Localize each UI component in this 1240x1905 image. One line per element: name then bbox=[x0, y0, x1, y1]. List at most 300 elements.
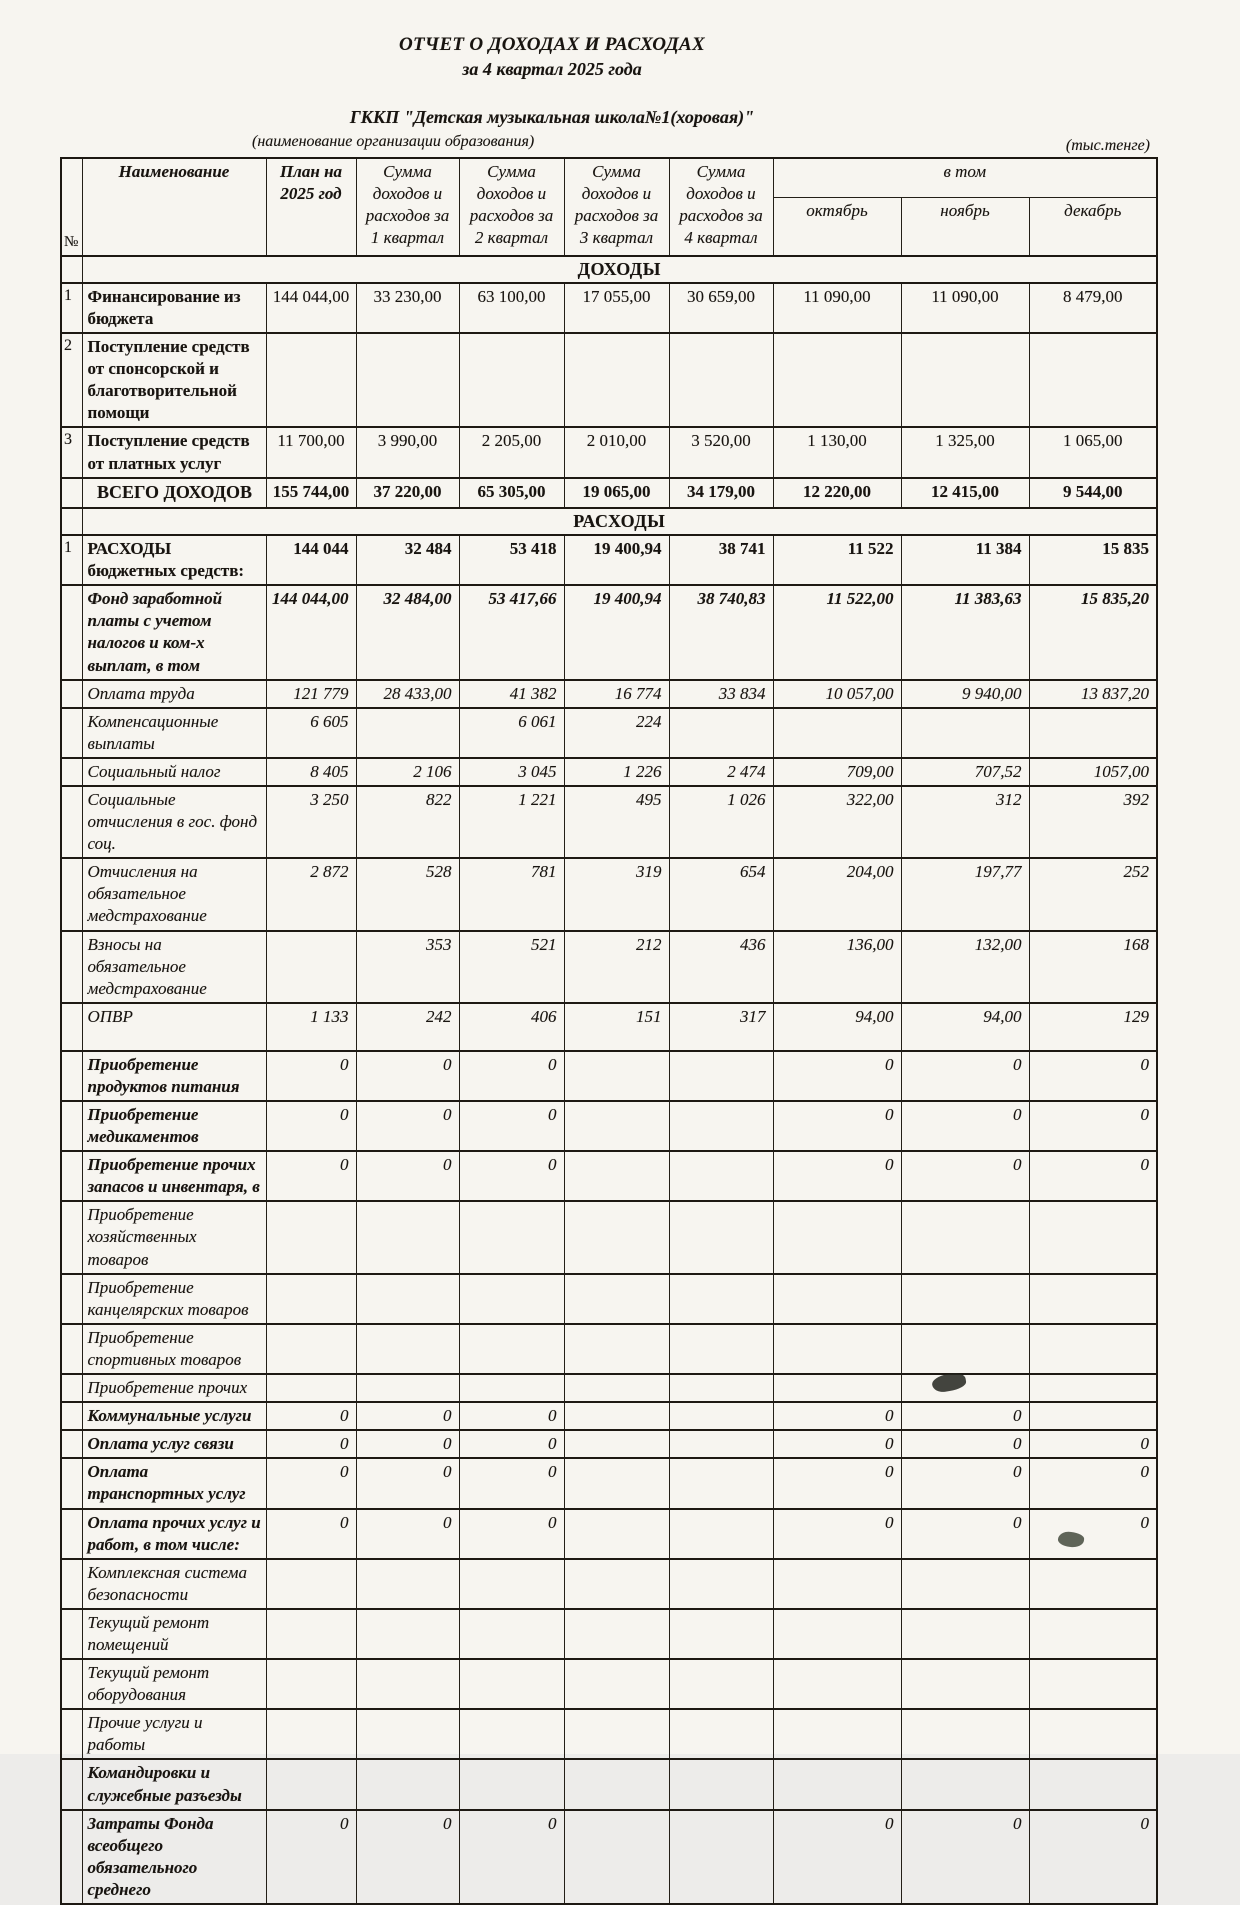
value-cell bbox=[669, 1430, 773, 1458]
row-number-cell bbox=[61, 858, 82, 930]
table-row bbox=[61, 1430, 1157, 1458]
value-cell: 15 835 bbox=[1029, 535, 1157, 585]
value-cell bbox=[901, 1201, 1029, 1273]
value-cell bbox=[1029, 1609, 1157, 1659]
value-cell bbox=[901, 1274, 1029, 1324]
value-cell: 0 bbox=[356, 1430, 459, 1458]
value-cell: 0 bbox=[1029, 1810, 1157, 1904]
row-number-cell bbox=[61, 786, 82, 858]
value-cell: 12 415,00 bbox=[901, 478, 1029, 508]
row-number-cell bbox=[61, 1151, 82, 1201]
value-cell: 144 044,00 bbox=[266, 585, 356, 679]
value-cell: 1 130,00 bbox=[773, 427, 901, 477]
value-cell bbox=[564, 333, 669, 427]
row-label-cell: Взносы на обязательное медстрахование bbox=[82, 931, 266, 1003]
value-cell: 11 383,63 bbox=[901, 585, 1029, 679]
value-cell: 0 bbox=[773, 1402, 901, 1430]
value-cell: 204,00 bbox=[773, 858, 901, 930]
value-cell bbox=[459, 1609, 564, 1659]
table-row bbox=[61, 1458, 1157, 1508]
value-cell bbox=[669, 708, 773, 758]
value-cell: 33 230,00 bbox=[356, 283, 459, 333]
value-cell bbox=[356, 1709, 459, 1759]
value-cell: 3 250 bbox=[266, 786, 356, 858]
value-cell bbox=[773, 333, 901, 427]
value-cell: 2 474 bbox=[669, 758, 773, 786]
value-cell: 32 484 bbox=[356, 535, 459, 585]
value-cell: 19 400,94 bbox=[564, 585, 669, 679]
value-cell: 94,00 bbox=[901, 1003, 1029, 1051]
value-cell: 1 065,00 bbox=[1029, 427, 1157, 477]
value-cell: 436 bbox=[669, 931, 773, 1003]
value-cell bbox=[1029, 1374, 1157, 1402]
value-cell bbox=[266, 1559, 356, 1609]
value-cell: 0 bbox=[773, 1051, 901, 1101]
row-label-cell: Поступление средств от спонсорской и благотворительной помощи bbox=[82, 333, 266, 427]
table-row bbox=[61, 858, 1157, 930]
value-cell: 1 325,00 bbox=[901, 427, 1029, 477]
value-cell bbox=[669, 1559, 773, 1609]
col-header-october: октябрь bbox=[773, 198, 901, 256]
value-cell: 317 bbox=[669, 1003, 773, 1051]
col-header-december: декабрь bbox=[1029, 198, 1157, 256]
value-cell: 252 bbox=[1029, 858, 1157, 930]
table-header bbox=[61, 158, 1157, 256]
row-number-cell bbox=[61, 1051, 82, 1101]
value-cell: 11 700,00 bbox=[266, 427, 356, 477]
value-cell: 1057,00 bbox=[1029, 758, 1157, 786]
value-cell bbox=[901, 708, 1029, 758]
value-cell: 0 bbox=[266, 1509, 356, 1559]
value-cell: 168 bbox=[1029, 931, 1157, 1003]
value-cell: 0 bbox=[356, 1151, 459, 1201]
row-number-cell bbox=[61, 1402, 82, 1430]
table-row bbox=[61, 1151, 1157, 1201]
value-cell: 0 bbox=[356, 1810, 459, 1904]
row-number-cell: 3 bbox=[61, 427, 82, 477]
value-cell: 38 740,83 bbox=[669, 585, 773, 679]
table-row bbox=[61, 1101, 1157, 1151]
col-header-november: ноябрь bbox=[901, 198, 1029, 256]
value-cell bbox=[669, 1659, 773, 1709]
value-cell: 0 bbox=[459, 1151, 564, 1201]
value-cell bbox=[901, 1759, 1029, 1809]
value-cell: 0 bbox=[266, 1051, 356, 1101]
value-cell bbox=[266, 1201, 356, 1273]
value-cell: 0 bbox=[266, 1458, 356, 1508]
value-cell bbox=[356, 1759, 459, 1809]
value-cell: 0 bbox=[773, 1101, 901, 1151]
value-cell: 0 bbox=[356, 1458, 459, 1508]
value-cell bbox=[459, 1324, 564, 1374]
col-header-name: Наименование bbox=[82, 158, 266, 256]
value-cell bbox=[901, 333, 1029, 427]
value-cell: 3 045 bbox=[459, 758, 564, 786]
value-cell bbox=[266, 1274, 356, 1324]
col-header-group-months: в том bbox=[773, 158, 1157, 198]
value-cell: 33 834 bbox=[669, 680, 773, 708]
value-cell bbox=[1029, 1402, 1157, 1430]
row-label-cell: Коммунальные услуги bbox=[82, 1402, 266, 1430]
value-cell: 3 990,00 bbox=[356, 427, 459, 477]
report-title: ОТЧЕТ О ДОХОДАХ И РАСХОДАХ bbox=[399, 34, 705, 55]
value-cell: 212 bbox=[564, 931, 669, 1003]
value-cell: 0 bbox=[266, 1430, 356, 1458]
value-cell: 0 bbox=[459, 1810, 564, 1904]
value-cell: 0 bbox=[459, 1509, 564, 1559]
value-cell bbox=[266, 1609, 356, 1659]
value-cell: 242 bbox=[356, 1003, 459, 1051]
value-cell: 0 bbox=[1029, 1101, 1157, 1151]
value-cell bbox=[669, 1051, 773, 1101]
value-cell: 129 bbox=[1029, 1003, 1157, 1051]
row-number-cell bbox=[61, 1324, 82, 1374]
value-cell bbox=[669, 1810, 773, 1904]
value-cell: 654 bbox=[669, 858, 773, 930]
value-cell bbox=[356, 1659, 459, 1709]
value-cell bbox=[669, 1609, 773, 1659]
value-cell: 0 bbox=[901, 1810, 1029, 1904]
value-cell: 8 479,00 bbox=[1029, 283, 1157, 333]
table-row bbox=[61, 1810, 1157, 1904]
value-cell bbox=[1029, 1759, 1157, 1809]
value-cell bbox=[564, 1609, 669, 1659]
income-expense-table bbox=[60, 157, 1158, 1905]
value-cell: 11 522,00 bbox=[773, 585, 901, 679]
value-cell: 2 205,00 bbox=[459, 427, 564, 477]
col-header-q1: Сумма доходов и расходов за 1 квартал bbox=[356, 158, 459, 256]
value-cell: 0 bbox=[459, 1051, 564, 1101]
col-header-q3: Сумма доходов и расходов за 3 квартал bbox=[564, 158, 669, 256]
table-row bbox=[61, 1201, 1157, 1273]
value-cell bbox=[356, 333, 459, 427]
row-label-cell: Финансирование из бюджета bbox=[82, 283, 266, 333]
row-label-cell: Оплата труда bbox=[82, 680, 266, 708]
row-label-cell: Текущий ремонт оборудования bbox=[82, 1659, 266, 1709]
value-cell: 0 bbox=[773, 1151, 901, 1201]
value-cell: 528 bbox=[356, 858, 459, 930]
value-cell bbox=[669, 1709, 773, 1759]
table-row bbox=[61, 1559, 1157, 1609]
value-cell: 1 026 bbox=[669, 786, 773, 858]
row-label-cell: Приобретение спортивных товаров bbox=[82, 1324, 266, 1374]
value-cell bbox=[266, 1709, 356, 1759]
subheader-line bbox=[0, 133, 1240, 157]
value-cell bbox=[459, 1559, 564, 1609]
row-label-cell: Затраты Фонда всеобщего обязательного среднего bbox=[82, 1810, 266, 1904]
row-label-cell: Фонд заработной платы с учетом налогов и ком-х выплат, в том bbox=[82, 585, 266, 679]
value-cell: 707,52 bbox=[901, 758, 1029, 786]
value-cell: 16 774 bbox=[564, 680, 669, 708]
row-number-cell: 1 bbox=[61, 535, 82, 585]
value-cell: 132,00 bbox=[901, 931, 1029, 1003]
value-cell bbox=[564, 1458, 669, 1508]
value-cell bbox=[564, 1402, 669, 1430]
col-header-q2: Сумма доходов и расходов за 2 квартал bbox=[459, 158, 564, 256]
row-number-cell bbox=[61, 1374, 82, 1402]
row-number-cell bbox=[61, 680, 82, 708]
value-cell: 6 061 bbox=[459, 708, 564, 758]
row-label-cell: Приобретение продуктов питания bbox=[82, 1051, 266, 1101]
table-row bbox=[61, 931, 1157, 1003]
value-cell bbox=[1029, 1201, 1157, 1273]
table-row bbox=[61, 1402, 1157, 1430]
value-cell: 1 226 bbox=[564, 758, 669, 786]
organization-caption: (наименование организации образования) bbox=[252, 133, 535, 150]
value-cell: 709,00 bbox=[773, 758, 901, 786]
value-cell: 19 065,00 bbox=[564, 478, 669, 508]
value-cell bbox=[356, 708, 459, 758]
row-label-cell: Приобретение хозяйственных товаров bbox=[82, 1201, 266, 1273]
value-cell: 0 bbox=[773, 1458, 901, 1508]
value-cell: 12 220,00 bbox=[773, 478, 901, 508]
value-cell bbox=[901, 1559, 1029, 1609]
value-cell: 28 433,00 bbox=[356, 680, 459, 708]
row-number-cell bbox=[61, 1659, 82, 1709]
value-cell bbox=[669, 1458, 773, 1508]
value-cell bbox=[773, 1324, 901, 1374]
value-cell: 136,00 bbox=[773, 931, 901, 1003]
row-label-cell: Оплата прочих услуг и работ, в том числе: bbox=[82, 1509, 266, 1559]
row-number-cell bbox=[61, 1003, 82, 1051]
value-cell: 37 220,00 bbox=[356, 478, 459, 508]
value-cell: 0 bbox=[1029, 1151, 1157, 1201]
value-cell bbox=[773, 708, 901, 758]
table-row bbox=[61, 680, 1157, 708]
value-cell: 13 837,20 bbox=[1029, 680, 1157, 708]
col-header-q4: Сумма доходов и расходов за 4 квартал bbox=[669, 158, 773, 256]
value-cell: 0 bbox=[901, 1051, 1029, 1101]
value-cell bbox=[459, 1274, 564, 1324]
table-row bbox=[61, 758, 1157, 786]
table-row bbox=[61, 1709, 1157, 1759]
value-cell bbox=[1029, 1559, 1157, 1609]
value-cell: 822 bbox=[356, 786, 459, 858]
value-cell bbox=[901, 1659, 1029, 1709]
row-label-cell: Текущий ремонт помещений bbox=[82, 1609, 266, 1659]
table-row bbox=[61, 478, 1157, 508]
section-row bbox=[61, 508, 1157, 535]
value-cell bbox=[266, 1759, 356, 1809]
value-cell: 0 bbox=[459, 1430, 564, 1458]
row-number-cell bbox=[61, 478, 82, 508]
value-cell bbox=[564, 1151, 669, 1201]
table-row bbox=[61, 1374, 1157, 1402]
value-cell bbox=[773, 1559, 901, 1609]
value-cell: 0 bbox=[459, 1101, 564, 1151]
value-cell bbox=[564, 1201, 669, 1273]
value-cell bbox=[564, 1559, 669, 1609]
value-cell: 0 bbox=[459, 1458, 564, 1508]
value-cell bbox=[773, 1374, 901, 1402]
row-number-cell bbox=[61, 1759, 82, 1809]
value-cell bbox=[669, 1201, 773, 1273]
value-cell bbox=[901, 1709, 1029, 1759]
value-cell: 11 090,00 bbox=[773, 283, 901, 333]
value-cell: 11 090,00 bbox=[901, 283, 1029, 333]
value-cell bbox=[669, 1101, 773, 1151]
organization-name: ГККП "Детская музыкальная школа№1(хоровая)" bbox=[349, 107, 755, 127]
row-number-cell bbox=[61, 931, 82, 1003]
value-cell: 0 bbox=[459, 1402, 564, 1430]
value-cell bbox=[1029, 708, 1157, 758]
value-cell: 17 055,00 bbox=[564, 283, 669, 333]
row-number-cell bbox=[61, 1559, 82, 1609]
value-cell: 6 605 bbox=[266, 708, 356, 758]
value-cell: 0 bbox=[1029, 1509, 1157, 1559]
value-cell: 1 133 bbox=[266, 1003, 356, 1051]
value-cell bbox=[564, 1709, 669, 1759]
value-cell: 8 405 bbox=[266, 758, 356, 786]
row-label-cell: Прочие услуги и работы bbox=[82, 1709, 266, 1759]
value-cell: 10 057,00 bbox=[773, 680, 901, 708]
value-cell: 0 bbox=[266, 1402, 356, 1430]
value-cell: 30 659,00 bbox=[669, 283, 773, 333]
value-cell bbox=[564, 1274, 669, 1324]
row-label-cell: Компенсационные выплаты bbox=[82, 708, 266, 758]
value-cell bbox=[266, 333, 356, 427]
value-cell: 2 010,00 bbox=[564, 427, 669, 477]
value-cell: 0 bbox=[901, 1509, 1029, 1559]
table-row bbox=[61, 1051, 1157, 1101]
value-cell bbox=[564, 1430, 669, 1458]
row-label-cell: ВСЕГО ДОХОДОВ bbox=[82, 478, 266, 508]
value-cell: 3 520,00 bbox=[669, 427, 773, 477]
value-cell: 65 305,00 bbox=[459, 478, 564, 508]
value-cell bbox=[669, 1759, 773, 1809]
row-label-cell: Приобретение медикаментов bbox=[82, 1101, 266, 1151]
value-cell: 144 044,00 bbox=[266, 283, 356, 333]
value-cell: 34 179,00 bbox=[669, 478, 773, 508]
table-row bbox=[61, 708, 1157, 758]
value-cell: 94,00 bbox=[773, 1003, 901, 1051]
value-cell bbox=[901, 1324, 1029, 1374]
row-label-cell: Оплата транспортных услуг bbox=[82, 1458, 266, 1508]
value-cell: 121 779 bbox=[266, 680, 356, 708]
row-number-cell bbox=[61, 1609, 82, 1659]
row-label-cell: Социальные отчисления в гос. фонд соц. bbox=[82, 786, 266, 858]
row-number-cell: 2 bbox=[61, 333, 82, 427]
section-row bbox=[61, 256, 1157, 283]
row-number-cell bbox=[61, 758, 82, 786]
row-label-cell: РАСХОДЫ бюджетных средств: bbox=[82, 535, 266, 585]
value-cell: 406 bbox=[459, 1003, 564, 1051]
row-label-cell: Поступление средств от платных услуг bbox=[82, 427, 266, 477]
value-cell: 2 872 bbox=[266, 858, 356, 930]
value-cell: 9 544,00 bbox=[1029, 478, 1157, 508]
value-cell bbox=[459, 1709, 564, 1759]
value-cell bbox=[564, 1051, 669, 1101]
value-cell bbox=[564, 1659, 669, 1709]
value-cell: 0 bbox=[1029, 1051, 1157, 1101]
value-cell: 0 bbox=[901, 1458, 1029, 1508]
value-cell: 15 835,20 bbox=[1029, 585, 1157, 679]
units-note: (тыс.тенге) bbox=[1065, 137, 1150, 154]
value-cell: 0 bbox=[1029, 1458, 1157, 1508]
value-cell: 11 384 bbox=[901, 535, 1029, 585]
value-cell: 781 bbox=[459, 858, 564, 930]
col-header-number: № bbox=[61, 158, 82, 256]
table-row bbox=[61, 1759, 1157, 1809]
row-number-cell bbox=[61, 1709, 82, 1759]
value-cell: 63 100,00 bbox=[459, 283, 564, 333]
value-cell: 197,77 bbox=[901, 858, 1029, 930]
row-number-cell: 1 bbox=[61, 283, 82, 333]
row-number-cell bbox=[61, 1509, 82, 1559]
value-cell bbox=[773, 1201, 901, 1273]
value-cell: 53 417,66 bbox=[459, 585, 564, 679]
value-cell: 32 484,00 bbox=[356, 585, 459, 679]
value-cell: 0 bbox=[356, 1051, 459, 1101]
value-cell bbox=[564, 1759, 669, 1809]
table-row bbox=[61, 1003, 1157, 1051]
row-number-cell bbox=[61, 708, 82, 758]
value-cell bbox=[356, 1274, 459, 1324]
value-cell: 19 400,94 bbox=[564, 535, 669, 585]
value-cell bbox=[266, 1374, 356, 1402]
table-row bbox=[61, 1274, 1157, 1324]
value-cell bbox=[669, 333, 773, 427]
table-row bbox=[61, 283, 1157, 333]
value-cell: 0 bbox=[266, 1151, 356, 1201]
value-cell: 0 bbox=[356, 1509, 459, 1559]
value-cell bbox=[356, 1374, 459, 1402]
table-row bbox=[61, 786, 1157, 858]
value-cell: 38 741 bbox=[669, 535, 773, 585]
value-cell bbox=[1029, 1324, 1157, 1374]
row-number-cell bbox=[61, 585, 82, 679]
value-cell: 0 bbox=[901, 1402, 1029, 1430]
document-header bbox=[0, 0, 1104, 128]
value-cell bbox=[356, 1559, 459, 1609]
value-cell bbox=[564, 1324, 669, 1374]
row-label-cell: Приобретение прочих запасов и инвентаря, в bbox=[82, 1151, 266, 1201]
row-label-cell: Комплексная система безопасности bbox=[82, 1559, 266, 1609]
row-number-cell bbox=[61, 508, 82, 535]
table-row bbox=[61, 1609, 1157, 1659]
row-number-cell bbox=[61, 1201, 82, 1273]
col-header-plan: План на 2025 год bbox=[266, 158, 356, 256]
value-cell: 0 bbox=[901, 1101, 1029, 1151]
value-cell bbox=[564, 1374, 669, 1402]
value-cell bbox=[669, 1509, 773, 1559]
value-cell: 0 bbox=[901, 1151, 1029, 1201]
value-cell: 0 bbox=[901, 1430, 1029, 1458]
value-cell: 312 bbox=[901, 786, 1029, 858]
value-cell bbox=[356, 1609, 459, 1659]
table-row bbox=[61, 427, 1157, 477]
report-table-body bbox=[61, 256, 1157, 1905]
value-cell bbox=[1029, 1659, 1157, 1709]
value-cell: 53 418 bbox=[459, 535, 564, 585]
value-cell: 353 bbox=[356, 931, 459, 1003]
value-cell: 521 bbox=[459, 931, 564, 1003]
value-cell bbox=[773, 1709, 901, 1759]
value-cell bbox=[459, 1201, 564, 1273]
section-label-cell: РАСХОДЫ bbox=[82, 508, 1157, 535]
value-cell: 155 744,00 bbox=[266, 478, 356, 508]
row-number-cell bbox=[61, 1274, 82, 1324]
row-number-cell bbox=[61, 1101, 82, 1151]
row-number-cell bbox=[61, 1458, 82, 1508]
row-label-cell: Отчисления на обязательное медстрахование bbox=[82, 858, 266, 930]
value-cell: 41 382 bbox=[459, 680, 564, 708]
value-cell: 224 bbox=[564, 708, 669, 758]
row-number-cell bbox=[61, 1810, 82, 1904]
value-cell bbox=[1029, 1274, 1157, 1324]
value-cell bbox=[1029, 1709, 1157, 1759]
value-cell: 1 221 bbox=[459, 786, 564, 858]
